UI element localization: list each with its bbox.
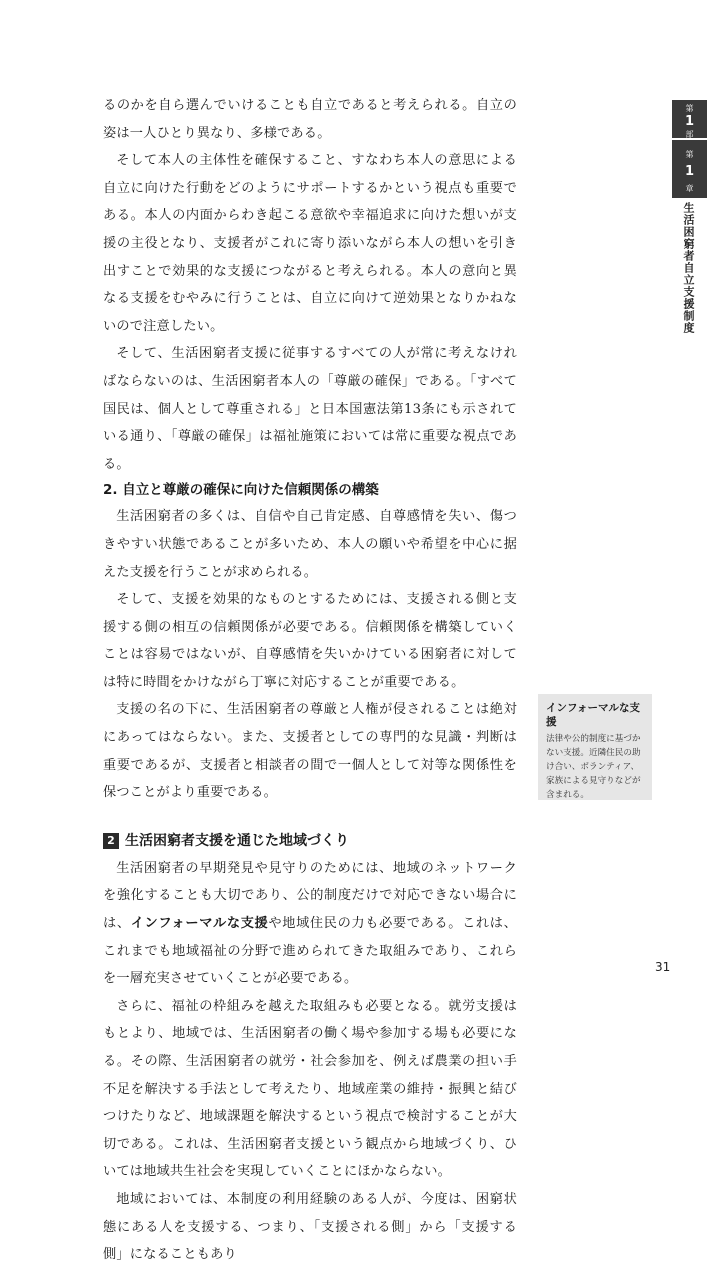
chapter-tab bbox=[672, 140, 707, 198]
sidenote-body: 法律や公的制度に基づかない支援。近隣住民の助け合い、ボランティア、家族による見守りなどが含まれる。 bbox=[546, 734, 641, 800]
paragraph: そして本人の主体性を確保すること、すなわち本人の意思による自立に向けた行動をどのようにサポートするかという視点も重要である。本人の内面からわき起こる意欲や幸福追求に向けた想いが支援の主役となり、支援者がこれに寄り添いながら本人の想いを引き出すことで効果的な支援につながると考えられる。本人の意向と異なる支援をむやみに行うことは、自立に向けて逆効果となりかねないので注意したい。 bbox=[103, 153, 517, 334]
main-text-column bbox=[103, 92, 517, 1269]
paragraph: そして、支援を効果的なものとするためには、支援される側と支援する側の相互の信頼関係が必要である。信頼関係を構築していくことは容易ではないが、自尊感情を失いかけている困窮者に対しては特に時間をかけながら丁寧に対応することが重要である。 bbox=[103, 592, 517, 690]
part-prefix: 第 bbox=[685, 104, 694, 113]
paragraph-text: 生活困窮者の早期発見や見守りのためには、地域のネットワークを強化することも大切であり、公的制度だけで対応できない場合には、 bbox=[103, 860, 517, 932]
paragraph: さらに、福祉の枠組みを越えた取組みも必要となる。就労支援はもとより、地域では、生活困窮者の働く場や参加する場も必要になる。その際、生活困窮者の就労・社会参加を、例えば農業の担い手不足を解決する手法として考えたり、地域産業の維持・振興と結びつけたりなど、地域課題を解決するという視点で検討することが大切である。これは、生活困窮者支援という観点から地域づくり、ひいては地域共生社会を実現していくことにほかならない。 bbox=[103, 998, 517, 1180]
sidenote-title: インフォーマルな支援 bbox=[546, 702, 640, 728]
chapter-prefix: 第 bbox=[685, 150, 694, 159]
paragraph: 生活困窮者の多くは、自信や自己肯定感、自尊感情を失い、傷つきやすい状態であることが多いため、本人の願いや希望を中心に据えた支援を行うことが求められる。 bbox=[103, 509, 517, 580]
paragraph-text: や地域住民の力も必要である。これは、これまでも地域福祉の分野で進められてきた取組みであり、これらを一層充実させていくことが必要である。 bbox=[103, 916, 517, 987]
chapter-title: 生活困窮者自立支援制度 bbox=[682, 202, 695, 334]
paragraph: るのかを自ら選んでいけることも自立であると考えられる。自立の姿は一人ひとり異なり、多様である。 bbox=[103, 98, 517, 141]
section-title: 生活困窮者支援を通じた地域づくり bbox=[125, 832, 349, 849]
part-number: 1 bbox=[684, 114, 695, 129]
paragraph: 支援の名の下に、生活困窮者の尊厳と人権が侵されることは絶対にあってはならない。また、支援者としての専門的な見識・判断は重要であるが、支援者と相談者の間で一個人として対等な関係性を保つことがより重要である。 bbox=[103, 702, 517, 801]
section-number-badge: 2 bbox=[103, 833, 119, 849]
part-tab bbox=[672, 100, 707, 139]
section-heading bbox=[103, 829, 517, 853]
page-number: 31 bbox=[655, 960, 671, 974]
paragraph-informal-support bbox=[103, 855, 517, 993]
subheading: 2. 自立と尊厳の確保に向けた信頼関係の構築 bbox=[103, 482, 379, 499]
glossary-sidenote bbox=[538, 694, 652, 800]
keyword-informal-support: インフォーマルな支援 bbox=[130, 916, 269, 932]
paragraph: そして、生活困窮者支援に従事するすべての人が常に考えなければならないのは、生活困窮者本人の「尊厳の確保」である。「すべて国民は、個人として尊重される」と日本国憲法第13条にも示されている通り、「尊厳の確保」は福祉施策においては常に重要な視点である。 bbox=[103, 346, 517, 472]
paragraph: 地域においては、本制度の利用経験のある人が、今度は、困窮状態にある人を支援する、つまり、「支援される側」から「支援する側」になることもあり bbox=[103, 1191, 517, 1263]
part-suffix: 部 bbox=[685, 130, 694, 139]
chapter-suffix: 章 bbox=[685, 184, 694, 193]
chapter-number: 1 bbox=[684, 164, 695, 179]
